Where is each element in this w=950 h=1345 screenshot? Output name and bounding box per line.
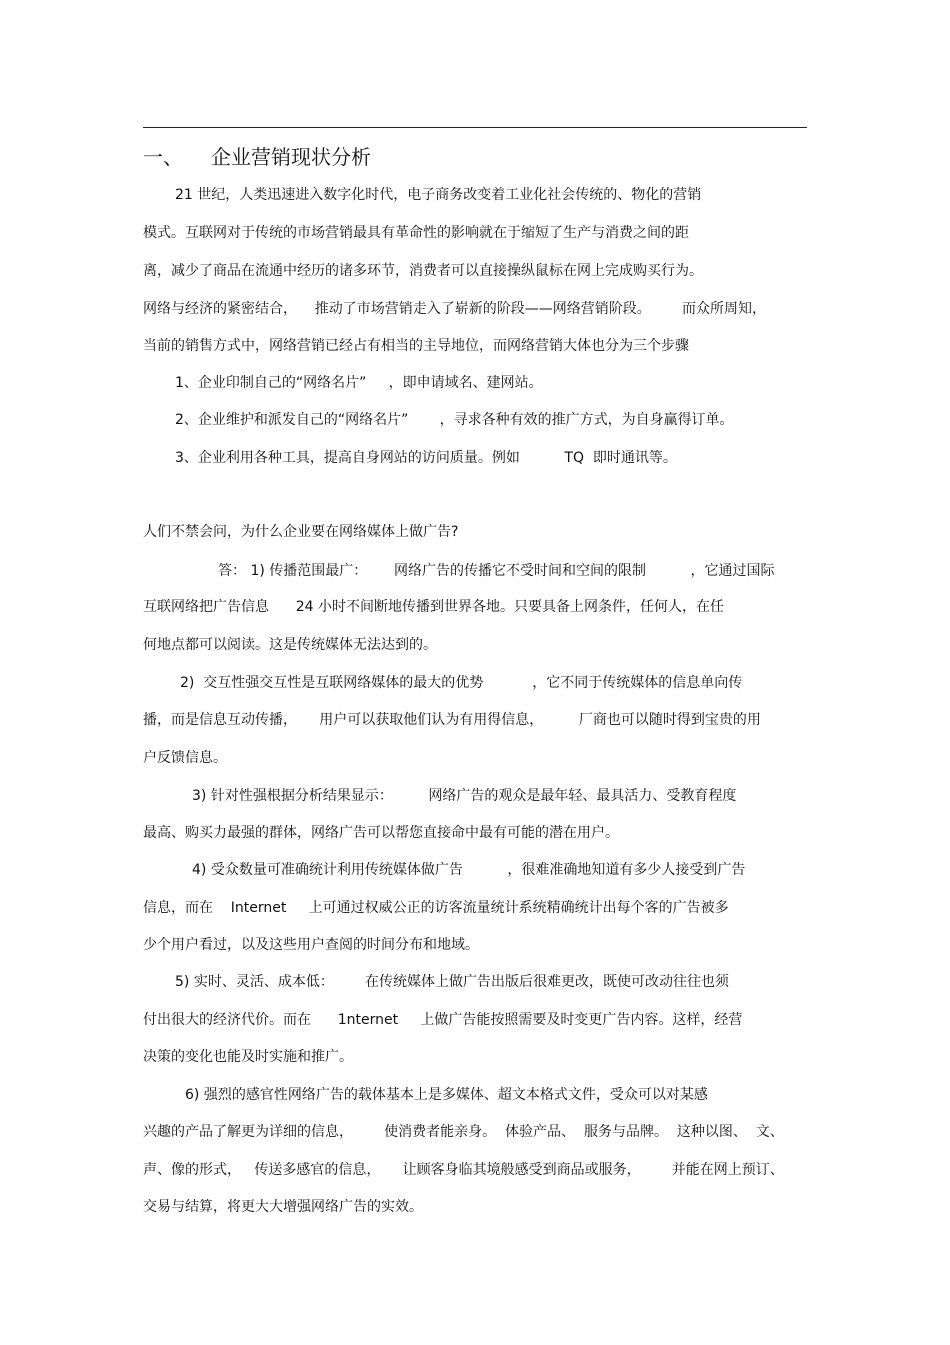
section-heading bbox=[143, 141, 371, 170]
answer-line: 声、像的形式， 传送多感官的信息， 让顾客身临其境般感受到商品或服务， 并能在网上预订、 bbox=[143, 1162, 784, 1178]
answer-line: 兴趣的产品了解更为详细的信息， 使消费者能亲身。 体验产品、 服务与品牌。 这种以图、 文、 bbox=[143, 1124, 784, 1140]
paragraph-line: 网络与经济的紧密结合， 推动了市场营销走入了崭新的阶段——网络营销阶段。 而众所周知， bbox=[143, 301, 766, 317]
answer-line: 3) 针对性强根据分析结果显示： 网络广告的观众是最年轻、最具活力、受教育程度 bbox=[192, 788, 737, 804]
answer-line: 互联网络把广告信息 24 小时不间断地传播到世界各地。只要具备上网条件，任何人，在任 bbox=[143, 599, 724, 615]
paragraph-line: 当前的销售方式中，网络营销已经占有相当的主导地位，而网络营销大体也分为三个步骤 bbox=[143, 338, 689, 354]
answer-line: 4) 受众数量可准确统计利用传统媒体做广告 ，很难准确地知道有多少人接受到广告 bbox=[192, 862, 746, 878]
answer-line: 少个用户看过，以及这些用户查阅的时间分布和地域。 bbox=[143, 937, 479, 953]
paragraph-line: 离，减少了商品在流通中经历的诸多环节，消费者可以直接操纵鼠标在网上完成购买行为。 bbox=[143, 263, 703, 279]
header-rule bbox=[143, 127, 807, 128]
answer-line: 付出很大的经济代价。而在 1nternet 上做广告能按照需要及时变更广告内容。这样，经营 bbox=[143, 1012, 743, 1028]
section-number: 一、 bbox=[143, 145, 183, 169]
answer-line: 播，而是信息互动传播， 用户可以获取他们认为有用得信息， 厂商也可以随时得到宝贵的用 bbox=[143, 712, 761, 728]
step-item: 1、企业印制自己的“网络名片” ，即申请域名、建网站。 bbox=[175, 375, 543, 391]
step-item: 2、企业维护和派发自己的“网络名片” ，寻求各种有效的推广方式，为自身赢得订单。 bbox=[175, 412, 734, 428]
answer-line: 户反馈信息。 bbox=[143, 750, 227, 766]
answer-line: 5) 实时、灵活、成本低： 在传统媒体上做广告出版后很难更改，既使可改动往往也须 bbox=[175, 974, 729, 990]
answer-line: 何地点都可以阅读。这是传统媒体无法达到的。 bbox=[143, 637, 437, 653]
paragraph-line: 模式。互联网对于传统的市场营销最具有革命性的影响就在于缩短了生产与消费之间的距 bbox=[143, 225, 689, 241]
answer-line: 最高、购买力最强的群体，网络广告可以帮您直接命中最有可能的潜在用户。 bbox=[143, 825, 619, 841]
answer-line: 答： 1) 传播范围最广： 网络广告的传播它不受时间和空间的限制 ，它通过国际 bbox=[218, 563, 775, 579]
answer-line: 交易与结算，将更大大增强网络广告的实效。 bbox=[143, 1199, 423, 1215]
section-title: 企业营销现状分析 bbox=[211, 145, 371, 169]
question-line: 人们不禁会问，为什么企业要在网络媒体上做广告? bbox=[143, 524, 459, 540]
answer-line: 决策的变化也能及时实施和推广。 bbox=[143, 1049, 353, 1065]
answer-line: 6) 强烈的感官性网络广告的载体基本上是多媒体、超文本格式文件，受众可以对某感 bbox=[185, 1087, 708, 1103]
answer-line: 2) 交互性强交互性是互联网络媒体的最大的优势 ，它不同于传统媒体的信息单向传 bbox=[180, 675, 743, 691]
paragraph-line: 21 世纪，人类迅速进入数字化时代，电子商务改变着工业化社会传统的、物化的营销 bbox=[175, 187, 702, 203]
step-item: 3、企业利用各种工具，提高自身网站的访问质量。例如 TQ 即时通讯等。 bbox=[175, 450, 677, 466]
answer-line: 信息，而在 Internet 上可通过权威公正的访客流量统计系统精确统计出每个客的广告被多 bbox=[143, 900, 729, 916]
